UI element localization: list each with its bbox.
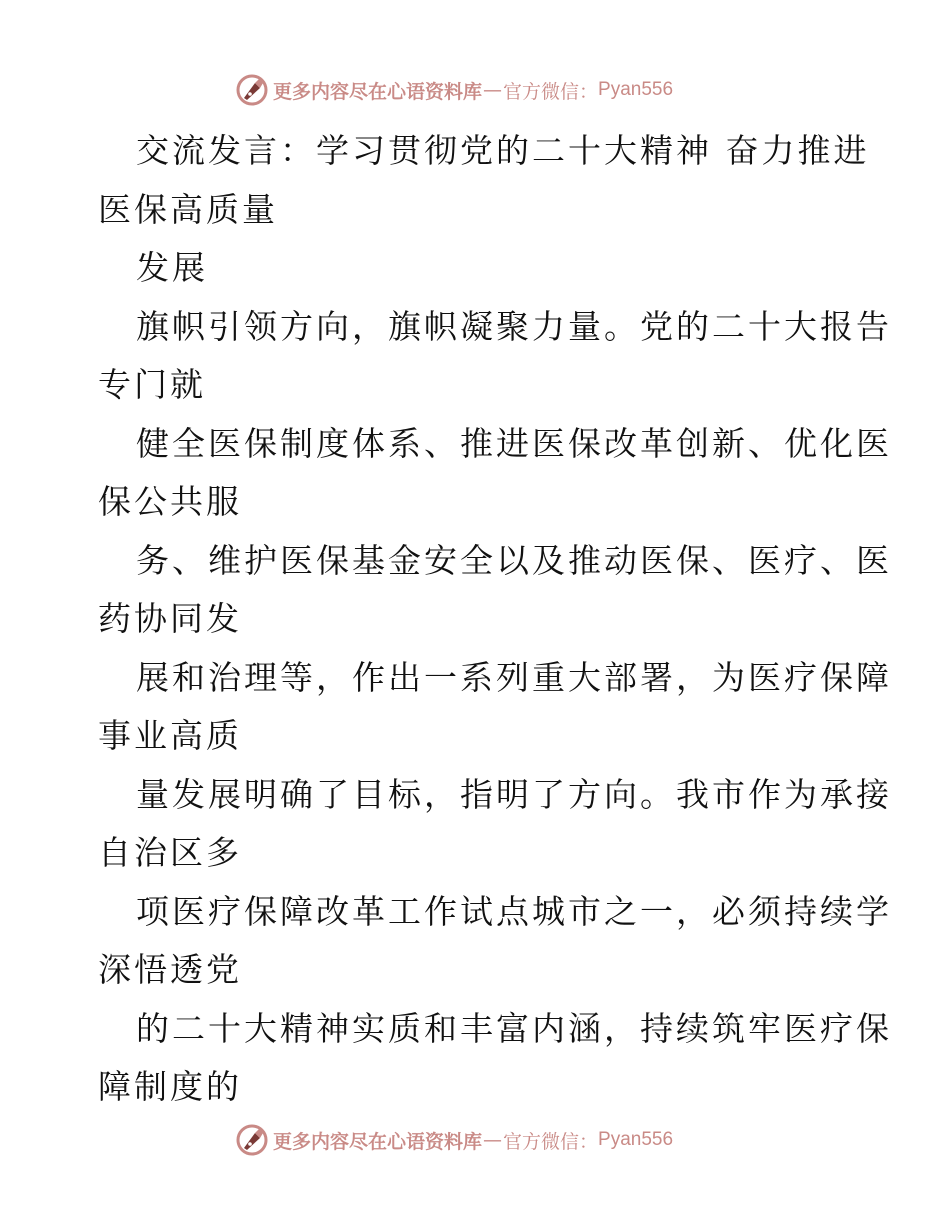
text-line: 发展 [136,248,208,287]
watermark-separator: — [483,79,503,101]
watermark-contact-id: Pyan556 [598,1129,674,1150]
text-line: 障制度的 [98,1067,242,1106]
text-line: 事业高质 [98,716,242,755]
document-body [98,122,892,1117]
text-line: 保公共服 [98,482,242,521]
text-line: 展和治理等，作出一系列重大部署，为医疗保障 [136,657,892,697]
text-line: 专门就 [98,365,206,404]
text-line: 务、维护医保基金安全以及推动医保、医疗、医 [136,540,892,580]
pen-nib-logo-icon [235,1123,269,1157]
header-watermark [235,73,673,107]
watermark-separator: — [483,1129,503,1151]
text-line: 量发展明确了目标，指明了方向。我市作为承接 [136,774,892,814]
text-line: 医保高质量 [98,189,278,229]
watermark-brand: 更多内容尽在心语资料库 [273,1130,483,1153]
text-line: 药协同发 [98,599,242,638]
text-line: 自治区多 [98,833,242,872]
footer-watermark [235,1123,673,1157]
text-line: 健全医保制度体系、推进医保改革创新、优化医 [136,423,892,463]
text-line: 深悟透党 [98,950,242,989]
text-line: 旗帜引领方向，旗帜凝聚力量。党的二十大报告 [136,306,892,346]
watermark-contact-label: 官方微信： [503,1130,599,1153]
watermark-brand: 更多内容尽在心语资料库 [273,80,483,103]
text-line: 项医疗保障改革工作试点城市之一，必须持续学 [136,891,892,931]
text-line: 的二十大精神实质和丰富内涵，持续筑牢医疗保 [136,1008,892,1048]
text-line: 交流发言：学习贯彻党的二十大精神 奋力推进 [136,131,870,170]
watermark-contact-id: Pyan556 [598,79,674,100]
pen-nib-logo-icon [235,73,269,107]
watermark-contact-label: 官方微信： [503,80,599,103]
